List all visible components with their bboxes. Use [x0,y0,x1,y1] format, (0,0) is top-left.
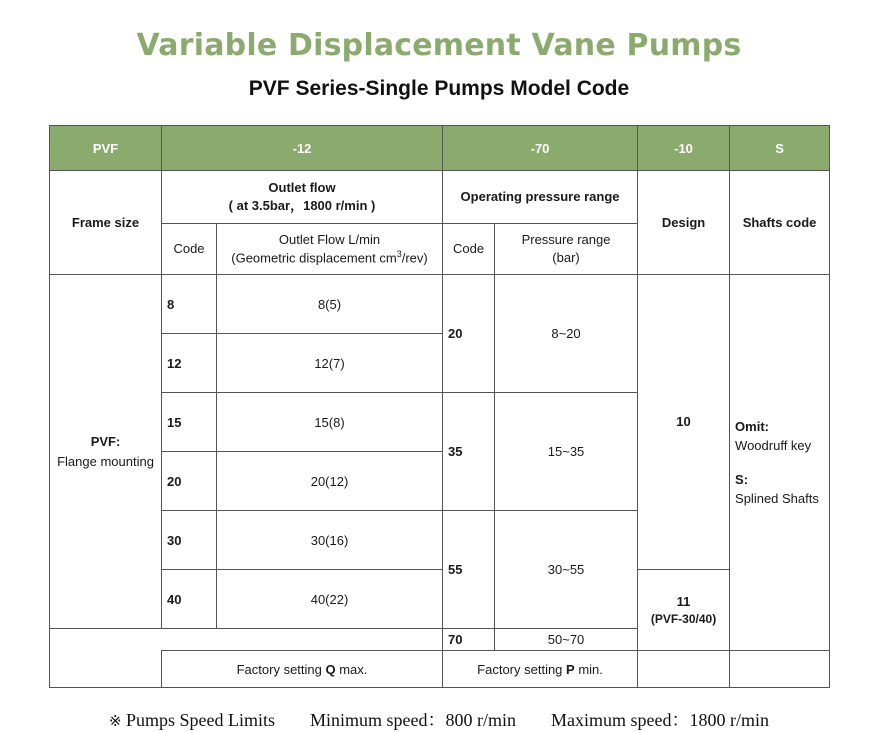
model-code-table [49,125,830,688]
design-cell: 10 [638,275,730,570]
frame-size-cell [50,275,162,629]
shafts-spacer [735,456,824,470]
note-mark-icon: ※ [108,714,122,730]
footer-pressure-pre: Factory setting [477,661,567,677]
maximum-speed-value: Maximum speed：1800 r/min [551,710,770,730]
footer-flow-pre: Factory setting [236,661,326,677]
model-code-table-wrapper [49,125,829,688]
frame-label-text: Flange mounting [57,453,154,469]
minimum-speed-value: Minimum speed：800 r/min [310,710,517,730]
footer-frame-empty [50,651,162,688]
table-subheader-row-1 [50,171,830,224]
speed-limits-note [0,706,878,732]
flow-code-cell: 20 [162,452,217,511]
subheader-pressure-range-line1: Pressure range [521,232,611,248]
frame-label-bold: PVF: [90,434,121,449]
flow-value-cell: 30(16) [217,511,443,570]
shafts-s-text: Splined Shafts [735,491,819,506]
flow-value-cell: 8(5) [217,275,443,334]
page-title: Variable Displacement Vane Pumps [136,28,742,63]
subheader-outlet-flow [162,171,443,224]
pressure-code-cell: 35 [443,393,495,511]
footer-flow-note [162,651,443,688]
flow-code-cell: 15 [162,393,217,452]
shafts-s-bold: S: [735,471,749,487]
pressure-range-cell: 8~20 [495,275,638,393]
subheader-outlet-flow-units [217,224,443,275]
design-cell [638,570,730,651]
design-note: (PVF-30/40) [650,611,717,626]
footer-flow-symbol: Q [325,661,336,677]
subheader-outlet-flow-title: Outlet flow [268,180,336,196]
shafts-omit-bold: Omit: [735,418,769,434]
subheader-operating-pressure: Operating pressure range [443,171,638,224]
subheader-outlet-flow-line2 [222,248,437,267]
pressure-range-cell: 15~35 [495,393,638,511]
flow-code-cell: 8 [162,275,217,334]
flow-code-cell: 40 [162,570,217,629]
footer-pressure-note [443,651,638,688]
subheader-pressure-range-line2: (bar) [552,250,580,265]
flow-value-cell: 20(12) [217,452,443,511]
footer-design-empty [638,651,730,688]
page-root [0,28,878,730]
displacement-exponent: 3 [396,249,402,260]
pressure-code-cell: 55 [443,511,495,629]
subheader-shafts-code: Shafts code [730,171,830,275]
table-row [50,570,830,629]
flow-value-cell: 12(7) [217,334,443,393]
flow-code-cell: 12 [162,334,217,393]
shafts-code-cell [730,275,830,651]
header-cell-frame: PVF [50,126,162,171]
flow-code-cell: 30 [162,511,217,570]
header-cell-pressure: -70 [443,126,638,171]
footer-pressure-post: min. [574,661,603,677]
shafts-omit-text: Woodruff key [735,438,812,453]
pressure-code-cell: 20 [443,275,495,393]
displacement-pre: (Geometric displacement cm [231,250,397,266]
header-cell-flow: -12 [162,126,443,171]
flow-spacer-cell [50,629,443,651]
subheader-outlet-flow-line1: Outlet Flow L/min [278,231,381,247]
speed-limits-label: Pumps Speed Limits [126,710,276,730]
subheader-pressure-code: Code [443,224,495,275]
footer-pressure-symbol: P [566,661,575,677]
page-subtitle: PVF Series-Single Pumps Model Code [248,77,630,100]
table-footer-row [50,651,830,688]
subheader-design: Design [638,171,730,275]
subheader-flow-code: Code [162,224,217,275]
flow-value-cell: 15(8) [217,393,443,452]
pressure-range-cell: 50~70 [495,629,638,651]
subheader-pressure-range [495,224,638,275]
flow-value-cell: 40(22) [217,570,443,629]
footer-flow-post: max. [335,661,368,677]
table-header-row [50,126,830,171]
design-value: 11 [676,593,691,609]
header-cell-design: -10 [638,126,730,171]
footer-shafts-empty [730,651,830,688]
subheader-frame-size: Frame size [50,171,162,275]
header-cell-shafts: S [730,126,830,171]
pressure-code-cell: 70 [443,629,495,651]
table-row [50,275,830,334]
subheader-outlet-flow-condition: ( at 3.5bar，1800 r/min ) [228,198,376,213]
displacement-post: /rev) [401,250,428,266]
pressure-range-cell: 30~55 [495,511,638,629]
